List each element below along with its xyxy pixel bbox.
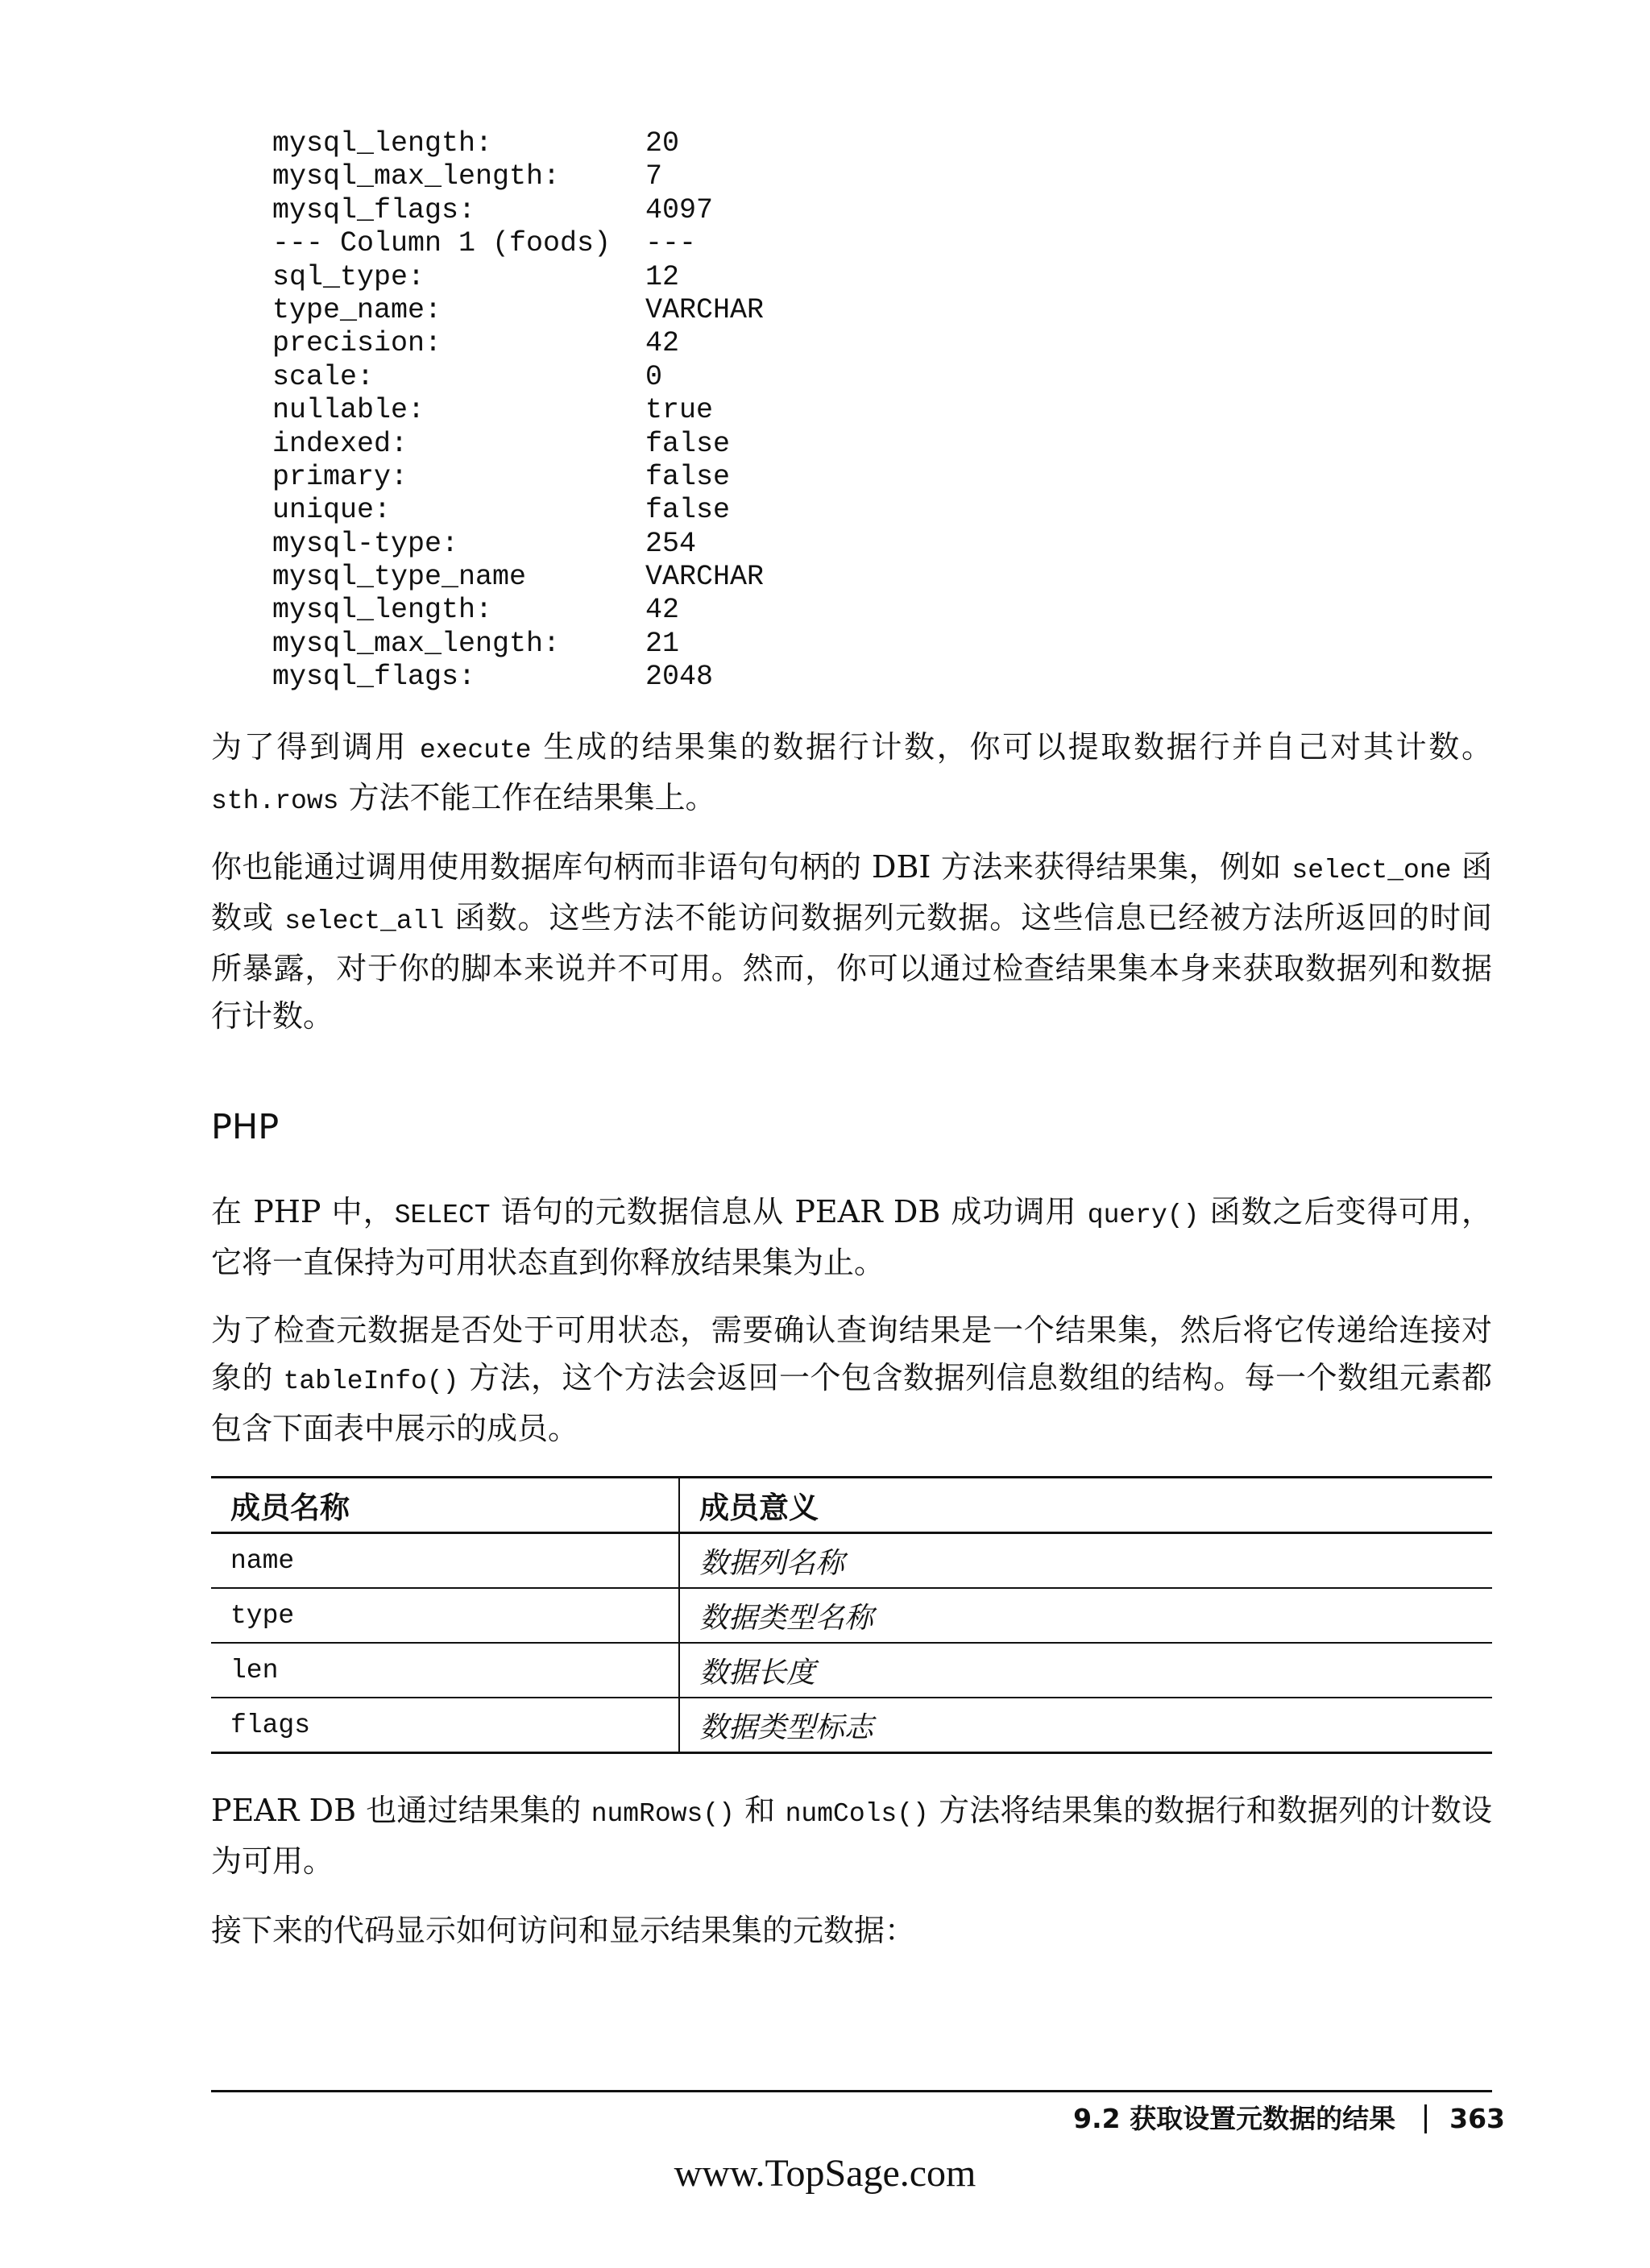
inline-code-sth-rows: sth.rows: [211, 786, 339, 816]
inline-code-select-all: select_all: [284, 906, 445, 936]
code-value: 0: [645, 360, 663, 393]
inline-code-tableinfo: tableInfo(): [283, 1366, 459, 1396]
code-value: 12: [645, 260, 680, 293]
code-line: [272, 227, 1159, 260]
inline-code-numrows: numRows(): [591, 1799, 735, 1829]
member-meaning-cell: 数据长度: [679, 1643, 1492, 1698]
code-line: [272, 428, 1159, 461]
code-key: precision:: [272, 327, 442, 360]
code-line: [272, 294, 1159, 327]
paragraph-code-intro: 接下来的代码显示如何访问和显示结果集的元数据：: [211, 1913, 916, 1948]
code-key: unique:: [272, 494, 392, 527]
code-value: false: [645, 427, 731, 460]
column-header-member-name: 成员名称: [211, 1478, 679, 1533]
code-value: 21: [645, 627, 680, 660]
column-header-member-meaning: 成员意义: [679, 1478, 1492, 1533]
member-meaning-cell: 数据类型标志: [679, 1698, 1492, 1753]
code-value: 4097: [645, 193, 714, 226]
code-line: [272, 194, 1159, 227]
code-line: [272, 160, 1159, 193]
code-key: primary:: [272, 460, 408, 493]
footer-section-title: 9.2 获取设置元数据的结果: [1073, 2103, 1396, 2134]
inline-code-select-one: select_one: [1291, 856, 1452, 885]
inline-code-select: SELECT: [394, 1200, 491, 1230]
code-key: mysql-type:: [272, 527, 459, 560]
footer-rule: [211, 2090, 1492, 2092]
member-name-cell: type: [211, 1588, 679, 1643]
code-line: [272, 594, 1159, 627]
member-name-cell: flags: [211, 1698, 679, 1753]
code-key: mysql_length:: [272, 127, 493, 160]
code-key: sql_type:: [272, 260, 425, 293]
watermark-url: www.TopSage.com: [674, 2152, 976, 2195]
table-row: [211, 1643, 1492, 1698]
code-value: false: [645, 460, 731, 493]
code-key: scale:: [272, 360, 375, 393]
paragraph-php-metadata: 在 PHP 中，SELECT 语句的元数据信息从 PEAR DB 成功调用 query() 函数之后变得可用，它将一直保持为可用状态直到你释放结果集为止。: [211, 1194, 1492, 1280]
code-value: 20: [645, 127, 680, 160]
code-key: mysql_type_name: [272, 561, 527, 594]
code-line: [272, 127, 1159, 160]
page-number: 363: [1449, 2103, 1505, 2134]
code-line: [272, 528, 1159, 561]
code-listing: [272, 127, 1159, 694]
code-line: [272, 661, 1159, 694]
code-value: 7: [645, 160, 663, 193]
table-row: [211, 1588, 1492, 1643]
code-key: nullable:: [272, 394, 425, 427]
code-value: 2048: [645, 661, 714, 694]
code-line: [272, 261, 1159, 294]
code-value: 42: [645, 594, 680, 627]
code-key: mysql_flags:: [272, 193, 476, 226]
code-value: true: [645, 394, 714, 427]
code-line: [272, 628, 1159, 661]
code-key: mysql_length:: [272, 594, 493, 627]
code-line: [272, 561, 1159, 594]
paragraph-dbi-methods: 你也能通过调用使用数据库句柄而非语句句柄的 DBI 方法来获得结果集，例如 select_one 函数或 select_all 函数。这些方法不能访问数据列元数据。这些信息已经被方法所返回的时间所暴露，对于你的脚本来说并不可用。然而，你可以通过检查结果集本身来获取数据列和数据行计数。: [211, 849, 1492, 1034]
code-line: [272, 494, 1159, 527]
code-key: mysql_flags:: [272, 661, 476, 694]
code-key: --- Column 1 (foods): [272, 227, 611, 260]
inline-code-query: query(): [1087, 1200, 1200, 1230]
paragraph-row-count: 为了得到调用 execute 生成的结果集的数据行计数，你可以提取数据行并自己对其计数。sth.rows 方法不能工作在结果集上。: [211, 729, 1492, 816]
member-name-cell: len: [211, 1643, 679, 1698]
members-table: [211, 1476, 1492, 1754]
paragraph-tableinfo: 为了检查元数据是否处于可用状态，需要确认查询结果是一个结果集，然后将它传递给连接对象的 tableInfo() 方法，这个方法会返回一个包含数据列信息数组的结构。每一个数组元素都包含下面表中展示的成员。: [211, 1312, 1492, 1446]
footer-separator: [1424, 2104, 1427, 2133]
inline-code-execute: execute: [419, 736, 532, 765]
member-name-cell: name: [211, 1533, 679, 1589]
code-line: [272, 461, 1159, 494]
code-value: 254: [645, 527, 697, 560]
code-key: mysql_max_length:: [272, 627, 561, 660]
code-value: ---: [645, 227, 697, 260]
section-heading-php: PHP: [211, 1107, 280, 1147]
paragraph-numrows-numcols: PEAR DB 也通过结果集的 numRows() 和 numCols() 方法将结果集的数据行和数据列的计数设为可用。: [211, 1793, 1492, 1879]
member-meaning-cell: 数据类型名称: [679, 1588, 1492, 1643]
table-row: [211, 1698, 1492, 1753]
running-footer: [1073, 2098, 1505, 2140]
code-value: false: [645, 494, 731, 527]
code-line: [272, 394, 1159, 427]
code-line: [272, 361, 1159, 394]
code-value: 42: [645, 327, 680, 360]
code-line: [272, 327, 1159, 360]
table-row: [211, 1533, 1492, 1589]
code-key: indexed:: [272, 427, 408, 460]
code-key: type_name:: [272, 293, 442, 326]
member-meaning-cell: 数据列名称: [679, 1533, 1492, 1589]
code-value: VARCHAR: [645, 293, 765, 326]
code-key: mysql_max_length:: [272, 160, 561, 193]
code-value: VARCHAR: [645, 561, 765, 594]
inline-code-numcols: numCols(): [785, 1799, 929, 1829]
table-header-row: [211, 1478, 1492, 1533]
